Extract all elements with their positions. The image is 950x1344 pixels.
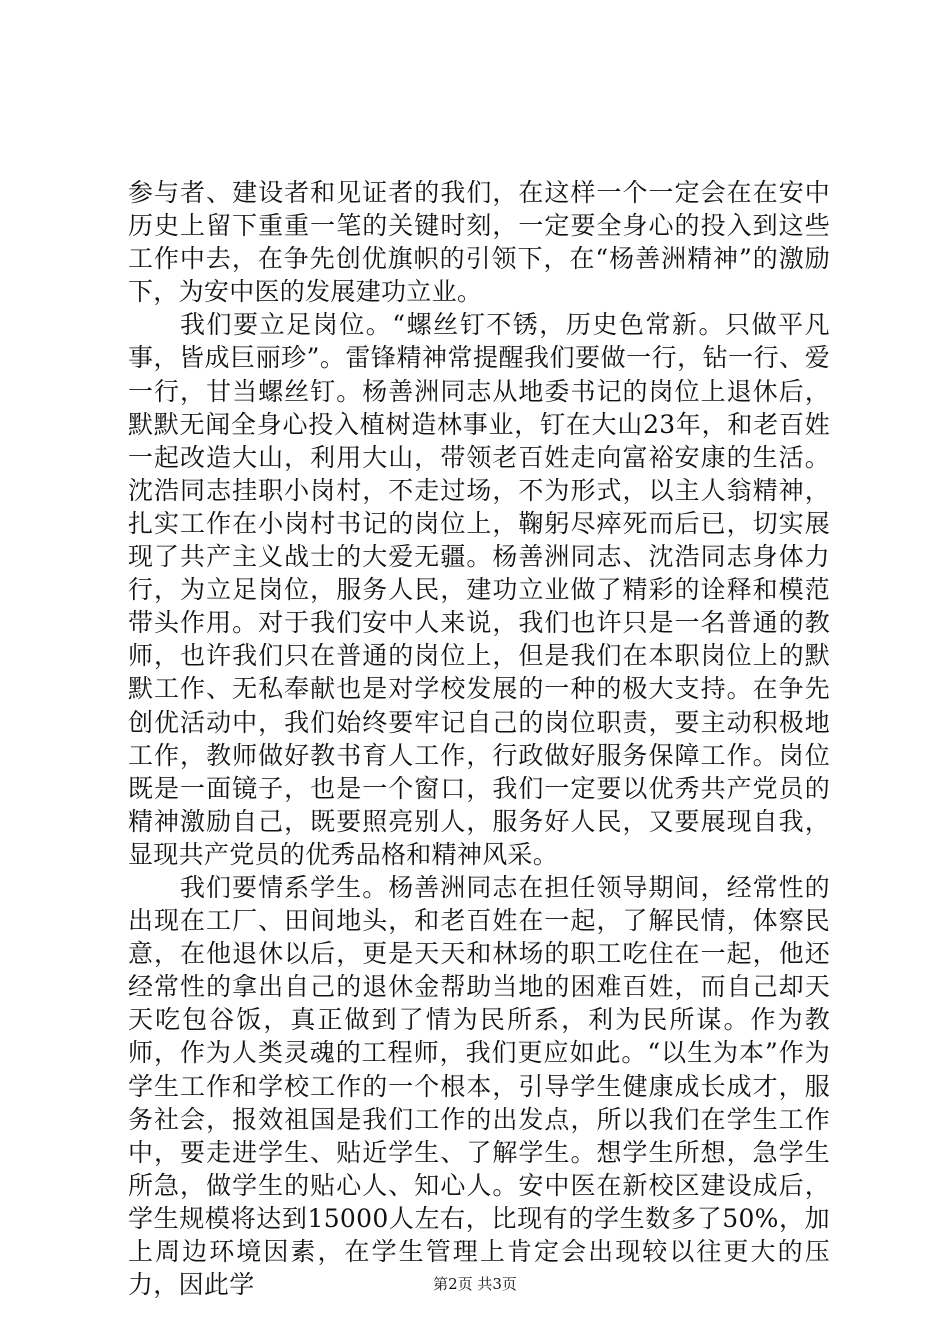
paragraph-stand-on-post: 我们要立足岗位。“螺丝钉不锈，历史色常新。只做平凡事，皆成巨丽珍”。雷锋精神常提醒我们要做一行，钻一行、爱一行，甘当螺丝钉。杨善洲同志从地委书记的岗位上退休后，默默无闻全身心投入植树造林事业，钉在大山23年，和老百姓一起改造大山，利用大山，带领老百姓走向富裕安康的生活。沈浩同志挂职小岗村，不走过场，不为形式，以主人翁精神，扎实工作在小岗村书记的岗位上，鞠躬尽瘁死而后已，切实展现了共产主义战士的大爱无疆。杨善洲同志、沈浩同志身体力行，为立足岗位，服务人民，建功立业做了精彩的诠释和模范带头作用。对于我们安中人来说，我们也许只是一名普通的教师，也许我们只在普通的岗位上，但是我们在本职岗位上的默默工作、无私奉献也是对学校发展的一种的极大支持。在争先创优活动中，我们始终要牢记自己的岗位职责，要主动积极地工作，教师做好教书育人工作，行政做好服务保障工作。岗位既是一面镜子，也是一个窗口，我们一定要以优秀共产党员的精神激励自己，既要照亮别人，服务好人民，又要展现自我，显现共产党员的优秀品格和精神风采。 <box>128 310 830 869</box>
page-footer: 第2页 共3页 <box>433 1275 517 1293</box>
paragraph-continued: 参与者、建设者和见证者的我们，在这样一个一定会在在安中历史上留下重重一笔的关键时刻，一定要全身心的投入到这些工作中去，在争先创优旗帜的引领下，在“杨善洲精神”的激励下，为安中医的发展建功立业。 <box>128 178 830 307</box>
paragraph-care-for-students: 我们要情系学生。杨善洲同志在担任领导期间，经常性的出现在工厂、田间地头，和老百姓在一起，了解民情，体察民意，在他退休以后，更是天天和林场的职工吃住在一起，他还经常性的拿出自己的退休金帮助当地的困难百姓，而自己却天天吃包谷饭，真正做到了情为民所系，利为民所谋。作为教师，作为人类灵魂的工程师，我们更应如此。“以生为本”作为学生工作和学校工作的一个根本，引导学生健康成长成才，服务社会，报效祖国是我们工作的出发点，所以我们在学生工作中，要走进学生、贴近学生、了解学生。想学生所想，急学生所急，做学生的贴心人、知心人。安中医在新校区建设成后，学生规模将达到15000人左右，比现有的学生数多了50%，加上周边环境因素，在学生管理上肯定会出现较以往更大的压力，因此学 <box>128 872 830 1300</box>
document-body <box>128 176 830 1301</box>
